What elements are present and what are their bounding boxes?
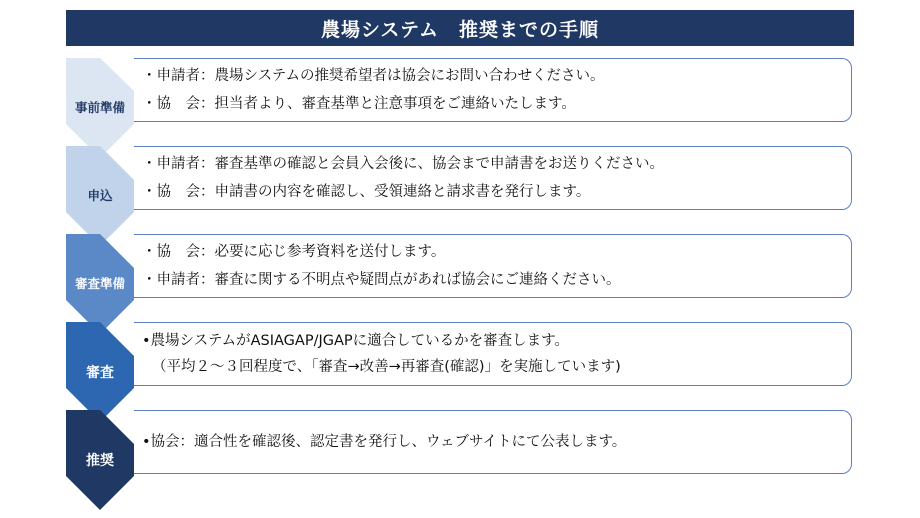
step-4-line-2: （平均２～３回程度で、「審査→改善→再審査(確認)」を実施しています) <box>152 359 621 375</box>
step-1-line-1: ・申請者：農場システムの推奨希望者は協会にお問い合わせください。 <box>142 68 605 84</box>
step-box-4 <box>134 322 852 386</box>
step-box-1 <box>134 58 852 122</box>
step-4-line-1: •農場システムがASIAGAP/JGAPに適合しているかを審査します。 <box>142 333 569 349</box>
step-label-3: 審査準備 <box>74 276 125 291</box>
step-label-5: 推奨 <box>86 453 114 469</box>
step-label-1: 事前準備 <box>74 100 125 115</box>
step-3-line-1: ・協 会：必要に応じ参考資料を送付します。 <box>142 244 446 260</box>
page-title: 農場システム 推奨までの手順 <box>66 10 854 46</box>
step-box-2 <box>134 146 852 210</box>
step-1-line-2: ・協 会：担当者より、審査基準と注意事項をご連絡いたします。 <box>142 96 576 112</box>
step-box-3 <box>134 234 852 298</box>
step-5-line-1: •協会：適合性を確認後、認定書を発行し、ウェブサイトにて公表します。 <box>142 434 627 450</box>
step-label-2: 申込 <box>87 188 113 203</box>
step-2-line-2: ・協 会：申請書の内容を確認し、受領連絡と請求書を発行します。 <box>142 184 591 200</box>
step-2-line-1: ・申請者：審査基準の確認と会員入会後に、協会まで申請書をお送りください。 <box>142 156 664 172</box>
step-label-4: 審査 <box>86 365 114 381</box>
step-3-line-2: ・申請者：審査に関する不明点や疑問点があれば協会にご連絡ください。 <box>142 272 621 288</box>
step-box-5 <box>134 410 852 474</box>
